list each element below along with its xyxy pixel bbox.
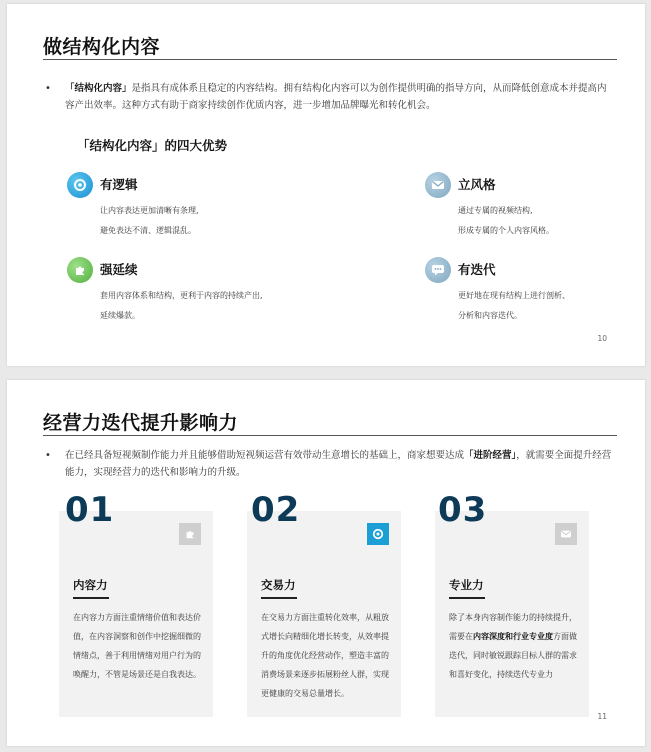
feature-desc-line: 让内容表达更加清晰有条理, [100,206,199,215]
intro-highlight: 「进阶经营」 [464,450,517,461]
card-number: 01 [65,490,115,530]
feature-desc [458,201,554,241]
slide-title: 经营力迭代提升影响力 [43,412,239,434]
page-number: 10 [597,334,607,343]
slide-10 [7,4,645,366]
card-text: 在交易力方面注重转化效率，从粗放式增长向精细化增长转变，从效率提升的角度优化经营动作，塑造丰富的消费场景来逐步拓展粉丝人群，实现更健康的交易总量增长。 [261,613,389,698]
feature-desc-line: 通过专属的视频结构, [458,206,533,215]
card-text-part: 除了本身内容制作能力的持续提升，需要在 [449,613,577,641]
page-number: 11 [597,712,607,721]
mail-icon [425,172,451,198]
feature-style [425,172,651,242]
feature-desc [458,286,570,326]
title-divider [43,435,617,436]
feature-iteration [425,257,651,327]
feature-desc-line: 延续爆款。 [100,311,140,320]
feature-title: 有迭代 [458,262,496,277]
card-divider [261,597,297,599]
card-title: 内容力 [73,578,108,592]
card-title: 专业力 [449,578,484,592]
feature-desc-line: 分析和内容迭代。 [458,311,522,320]
card-number: 02 [251,490,301,530]
slide-11 [7,380,645,746]
feature-title: 强延续 [100,262,138,277]
chat-icon [425,257,451,283]
feature-desc-line: 更好地在现有结构上进行剖析、 [458,291,570,300]
card-title: 交易力 [261,578,296,592]
feature-continuity [67,257,307,327]
intro-text: 在已经具备短视频制作能力并且能够借助短视频运营有效带动生意增长的基础上，商家想要达成 [65,450,465,461]
feature-title: 立风格 [458,177,496,192]
puzzle-icon [179,523,201,545]
feature-desc [100,286,263,326]
intro-paragraph [45,447,615,481]
card-trade-power [247,511,401,717]
bullet-icon: • [45,83,51,94]
intro-lead: 「结构化内容」 [65,83,132,94]
card-number: 03 [438,490,488,530]
feature-desc-line: 形成专属的个人内容风格。 [458,226,554,235]
feature-desc-line: 套用内容体系和结构，更利于内容的持续产出, [100,291,263,300]
slide-title: 做结构化内容 [43,36,161,58]
card-text: 在内容力方面注重情绪价值和表达价值，在内容洞察和创作中挖掘细微的情绪点，善于利用情绪对用户行为的唤醒力，不管是场景还是自我表达。 [73,613,201,679]
target-icon [367,523,389,545]
card-divider [73,597,109,599]
card-divider [449,597,485,599]
intro-text: 是指具有成体系且稳定的内容结构。拥有结构化内容可以为创作提供明确的指导方向，从而降低创意成本并提高内容产出效率。这种方式有助于商家持续创作优质内容，进一步增加品牌曝光和转化机会。 [65,83,607,111]
intro-paragraph [45,80,615,114]
advantages-heading: 「结构化内容」的四大优势 [77,138,228,153]
card-professional-power [435,511,589,717]
card-content-power [59,511,213,717]
bullet-icon: • [45,450,51,461]
feature-title: 有逻辑 [100,177,138,192]
mail-icon [555,523,577,545]
intro-text-end: ，就需要全面提升经营能力，实现经营力的迭代和影响力的升级。 [65,450,612,478]
feature-logic [67,172,307,242]
target-icon [67,172,93,198]
card-text-bold: 内容深度和行业专业度 [473,632,553,641]
puzzle-icon [67,257,93,283]
title-divider [43,59,617,60]
card-text-part: 方面做迭代，同时敏锐跟踪目标人群的需求和喜好变化，持续迭代专业力 [449,632,577,679]
feature-desc [100,201,199,241]
feature-desc-line: 避免表达不清、逻辑混乱。 [100,226,196,235]
card-text [449,608,579,684]
